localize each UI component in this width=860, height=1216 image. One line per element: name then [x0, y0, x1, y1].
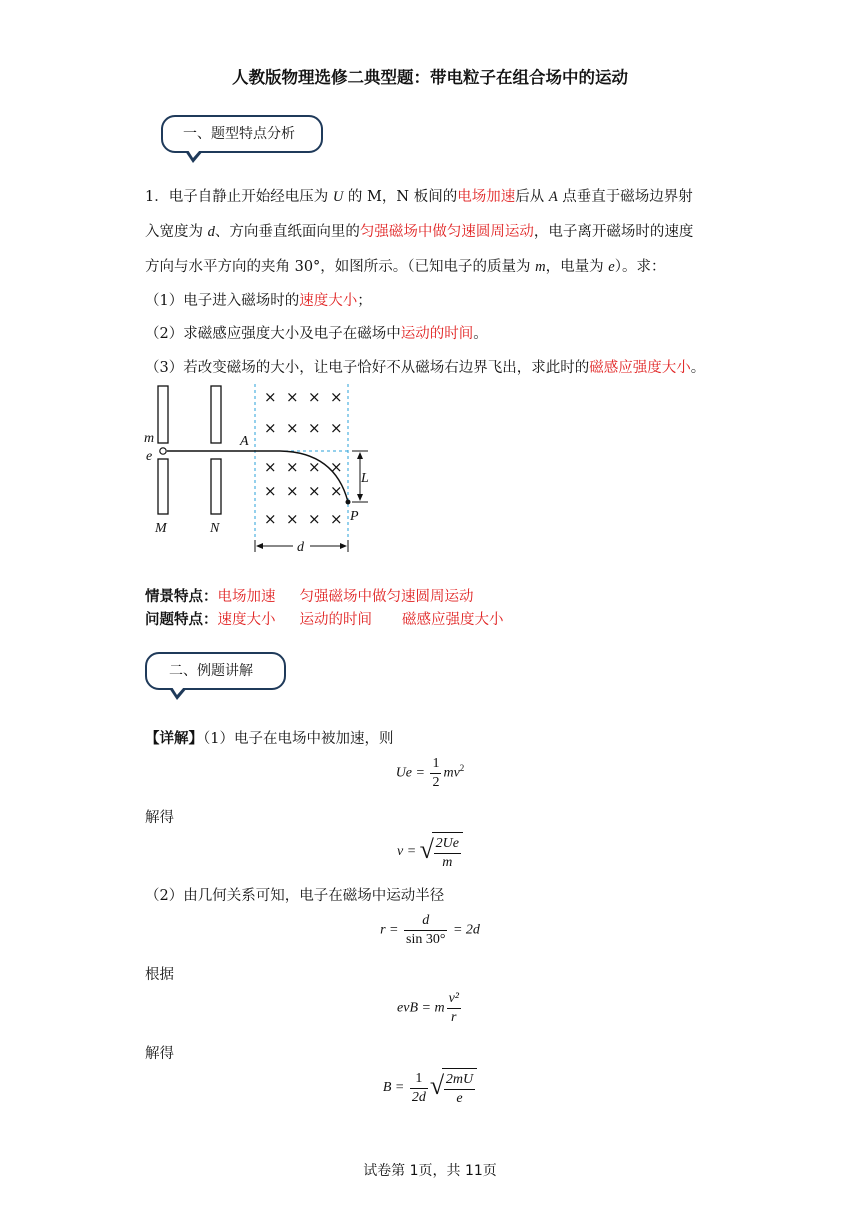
keyword-highlight: 磁感应强度大小: [589, 360, 691, 376]
equation-1: [0, 755, 860, 792]
section-heading-examples: [145, 652, 286, 690]
problem-feature-item: 运动的时间: [299, 612, 372, 628]
section-heading-analysis: [161, 115, 323, 153]
solve-label-1: 解得: [145, 810, 174, 826]
eq-text: Ue =: [395, 765, 429, 781]
fraction: [434, 835, 461, 872]
text: （1）电子进入磁场时的: [145, 293, 300, 309]
field-cross: ×: [308, 510, 321, 528]
magnetic-field-crosses: [264, 388, 343, 528]
text: （3）若改变磁场的大小，让电子恰好不从磁场右边界飞出，求此时的: [145, 360, 590, 376]
scene-features-label: 情景特点：: [145, 588, 218, 605]
question-line-3: [145, 255, 665, 276]
physics-diagram: [140, 380, 380, 560]
field-cross: ×: [264, 510, 277, 528]
text: ）。求：: [614, 259, 666, 275]
numerator: 1: [410, 1070, 428, 1089]
eq-text: v =: [397, 844, 420, 860]
field-cross: ×: [264, 458, 277, 476]
scene-features: [145, 585, 474, 606]
text: ，电量为: [545, 259, 609, 275]
field-cross: ×: [330, 458, 343, 476]
text: 点垂直于磁场边界射: [557, 189, 693, 205]
part-2-text: （2）由几何关系可知，电子在磁场中运动半径: [145, 888, 445, 904]
text: 的 M，N 板间的: [343, 189, 458, 205]
denominator: 2: [432, 775, 440, 790]
text: 。: [690, 360, 706, 376]
label-l: L: [361, 471, 369, 486]
text: 、方向垂直纸面向里的: [214, 224, 360, 240]
text: 1．电子自静止开始经电压为: [145, 189, 333, 205]
superscript: 2: [459, 763, 465, 774]
label-p: P: [350, 509, 359, 524]
question-part-2: [145, 322, 488, 343]
text: （1）电子在电场中被加速，则: [203, 731, 394, 747]
equation-2: [0, 832, 860, 872]
field-cross: ×: [264, 419, 277, 437]
text: 入宽度为: [145, 224, 208, 240]
question-line-1: [145, 185, 693, 206]
page-title: 人教版物理选修二典型题：带电粒子在组合场中的运动: [232, 68, 628, 87]
plate-m-lower: [158, 459, 168, 514]
keyword-highlight: 电场加速: [457, 189, 516, 205]
label-d: d: [297, 540, 304, 555]
text: d: [207, 224, 215, 240]
eq-text: mv: [443, 765, 460, 781]
field-cross: ×: [330, 482, 343, 500]
solution-label: 【详解】: [145, 730, 203, 747]
field-cross: ×: [286, 388, 299, 406]
numerator: 2mU: [444, 1071, 475, 1090]
fraction: [410, 1070, 428, 1107]
text: e: [608, 259, 615, 275]
field-cross: ×: [308, 482, 321, 500]
field-cross: ×: [286, 482, 299, 500]
problem-features-label: 问题特点：: [145, 611, 218, 628]
page-footer: 试卷第 1页，共 11页: [363, 1163, 497, 1179]
plate-m-upper: [158, 386, 168, 443]
radical-sign: √: [419, 835, 434, 864]
solution-header: [145, 727, 393, 748]
field-cross: ×: [308, 419, 321, 437]
field-cross: ×: [308, 388, 321, 406]
basis-label: 根据: [145, 967, 174, 983]
text: 方向与水平方向的夹角 30°，如图所示。（已知电子的质量为: [145, 259, 536, 275]
field-cross: ×: [286, 458, 299, 476]
numerator: d: [404, 912, 447, 931]
problem-feature-item: 磁感应强度大小: [402, 612, 504, 628]
label-plate-m: M: [155, 521, 167, 536]
keyword-highlight: 运动的时间: [400, 326, 474, 342]
text: （2）求磁感应强度大小及电子在磁场中: [145, 326, 401, 342]
scene-feature-item: 电场加速: [217, 589, 276, 605]
text: A: [548, 189, 558, 205]
scene-feature-item: 匀强磁场中做匀速圆周运动: [299, 589, 474, 605]
denominator: r: [451, 1010, 457, 1025]
exit-point-p: [346, 500, 351, 505]
section-heading-examples-text: 二、例题讲解: [169, 663, 253, 679]
bubble-tail-inner: [188, 150, 200, 158]
text: m: [535, 259, 546, 275]
text: 后从: [515, 189, 549, 205]
denominator: sin 30°: [406, 932, 446, 947]
d-arrow-right: [340, 543, 347, 549]
square-root: [430, 1068, 477, 1108]
numerator: 1: [430, 755, 441, 774]
denominator: e: [456, 1091, 463, 1106]
field-cross: ×: [264, 388, 277, 406]
problem-features: [145, 608, 504, 629]
field-cross: ×: [264, 482, 277, 500]
fraction: [444, 1071, 475, 1108]
l-arrow-down: [357, 494, 363, 501]
label-plate-n: N: [210, 521, 220, 536]
fraction: [447, 990, 461, 1027]
question-line-2: [145, 220, 693, 241]
denominator: 2d: [411, 1089, 426, 1105]
plate-n-upper: [211, 386, 221, 443]
eq-text: evB = m: [397, 1000, 445, 1016]
eq-text: r =: [380, 922, 402, 938]
field-cross: ×: [330, 388, 343, 406]
l-arrow-up: [357, 452, 363, 459]
electron-start-point: [160, 448, 166, 454]
plate-n-lower: [211, 459, 221, 514]
label-m: m: [144, 431, 155, 446]
square-root: [420, 832, 463, 872]
numerator: 2Ue: [434, 835, 461, 854]
field-cross: ×: [330, 510, 343, 528]
denominator: m: [442, 855, 453, 870]
fraction: [404, 912, 447, 949]
label-a: A: [240, 434, 249, 449]
problem-feature-item: 速度大小: [217, 612, 276, 628]
keyword-highlight: 匀强磁场中做匀速圆周运动: [359, 224, 534, 240]
equation-4: [0, 990, 860, 1027]
question-part-3: [145, 356, 705, 377]
field-cross: ×: [330, 419, 343, 437]
radical-sign: √: [429, 1071, 445, 1100]
equation-5: [0, 1068, 860, 1108]
question-part-1: [145, 289, 372, 310]
keyword-highlight: 速度大小: [299, 293, 358, 309]
solve-label-2: 解得: [145, 1046, 174, 1062]
text: ，电子离开磁场时的速度: [533, 224, 694, 240]
eq-text: B =: [382, 1080, 408, 1096]
label-e: e: [146, 449, 153, 464]
text: 。: [473, 326, 488, 342]
field-cross: ×: [286, 510, 299, 528]
field-cross: ×: [308, 458, 321, 476]
field-cross: ×: [286, 419, 299, 437]
numerator: v²: [447, 990, 461, 1009]
text: U: [332, 189, 344, 205]
eq-text: = 2d: [449, 922, 480, 938]
section-heading-analysis-text: 一、题型特点分析: [183, 126, 295, 142]
text: ；: [357, 293, 372, 309]
equation-3: [0, 912, 860, 949]
d-arrow-left: [256, 543, 263, 549]
bubble-tail-inner: [172, 687, 184, 695]
fraction: [430, 755, 441, 792]
